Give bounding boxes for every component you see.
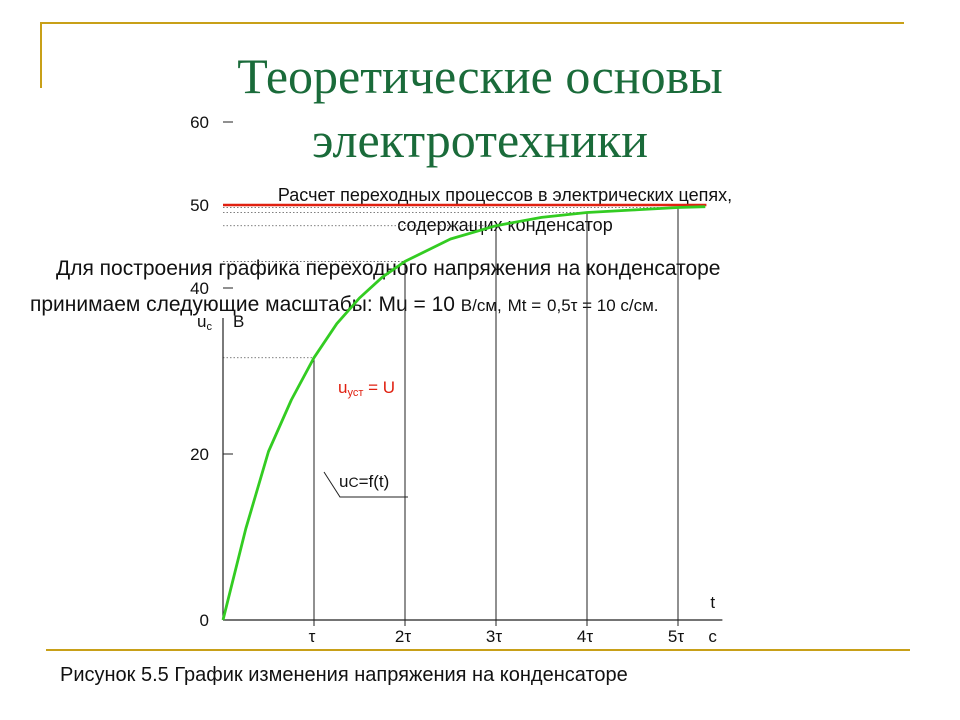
y-tick-label-20: 20 — [190, 445, 209, 464]
x-axis-label: t — [710, 593, 716, 612]
x-axis-unit: с — [708, 627, 717, 646]
voltage-scale-unit: В/см, — [460, 296, 502, 315]
y-tick-label-60: 60 — [190, 113, 209, 132]
paragraph-line-2-text: принимаем следующие масштабы: Mu = 10 — [30, 293, 455, 316]
guide-lines — [223, 207, 678, 620]
x-tick-label-3: 3τ — [485, 627, 503, 646]
time-scale-label: Mt = — [507, 296, 542, 315]
chart-axes — [223, 122, 722, 626]
chart-labels — [190, 113, 717, 646]
x-tick-label-2: 2τ — [394, 627, 412, 646]
figure-caption: Рисунок 5.5 График изменения напряжения на конденсаторе — [60, 664, 628, 686]
y-axis-label: uc — [197, 312, 212, 333]
paragraph-line-1: Для построения графика переходного напряжения на конденсаторе — [56, 257, 721, 280]
y-tick-label-40: 40 — [190, 279, 209, 298]
y-tick-label-0: 0 — [199, 611, 209, 630]
y-tick-label-50: 50 — [190, 196, 209, 215]
slide-title-line-1: Теоретические основы — [237, 48, 723, 104]
slide-title-line-2: электротехники — [311, 112, 649, 168]
x-tick-label-5: 5τ — [667, 627, 685, 646]
chart-series — [223, 205, 706, 620]
subtitle-line-2: содержащих конденсатор — [397, 215, 613, 235]
transient-curve — [223, 207, 705, 620]
y-axis-unit: В — [233, 312, 245, 331]
x-tick-label-4: 4τ — [576, 627, 594, 646]
curve-label: uC=f(t) — [339, 472, 390, 491]
time-scale-value: 0,5τ = 10 с/см. — [547, 296, 659, 315]
x-tick-label-1: τ — [308, 627, 316, 646]
subtitle-line-1: Расчет переходных процессов в электрических цепях, — [277, 185, 733, 205]
steady-state-label: uуст = U — [338, 378, 396, 399]
